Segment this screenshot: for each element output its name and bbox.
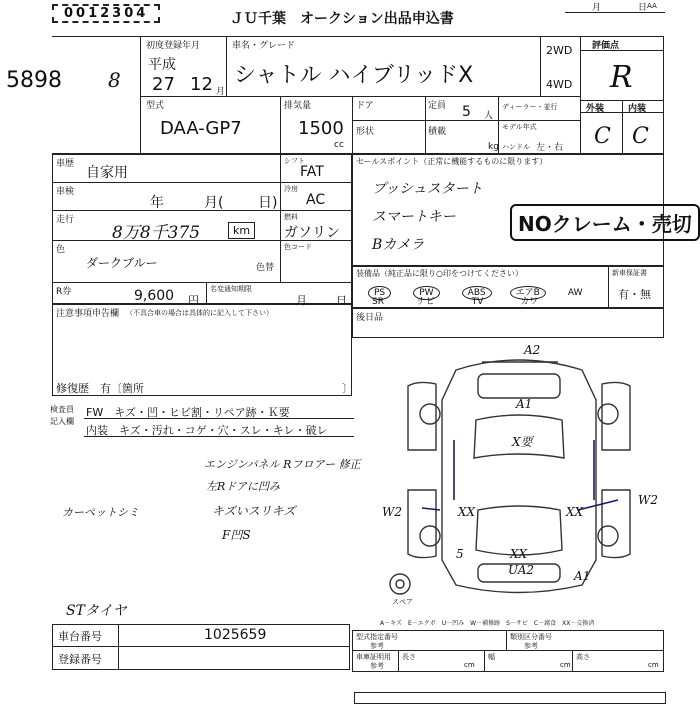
inspection-day: 日) xyxy=(258,195,278,211)
car-name-label: 車名・グレード xyxy=(232,41,296,51)
color-value: ダークブルー xyxy=(86,256,158,270)
usage-value: 自家用 xyxy=(86,165,128,181)
date-tag: AA xyxy=(647,2,657,10)
width-unit: cm xyxy=(560,661,571,669)
displacement-label: 排気量 xyxy=(284,101,312,111)
inspector-row-2: 内装 キズ・汚れ・コゲ・穴・スレ・キレ・破レ xyxy=(86,424,328,437)
capacity-unit: 人 xyxy=(484,111,494,121)
handnote-5: F凹S xyxy=(222,528,251,542)
handnote-3: カーペットシミ xyxy=(62,506,139,519)
equip-tv: TV xyxy=(471,297,484,307)
displacement-unit: cc xyxy=(334,140,344,150)
selling-point-3: Bカメラ xyxy=(372,237,425,253)
month-unit: 月 xyxy=(216,87,226,97)
inspection-year: 年 xyxy=(150,195,164,211)
class-spec-label: 類別区分番号 xyxy=(510,633,552,641)
inspection-label: 車検 xyxy=(56,187,75,197)
car-damage-diagram xyxy=(378,340,662,610)
registration-month: 12 xyxy=(190,74,213,95)
capacity-label: 定員 xyxy=(428,101,447,111)
mark-a2-top: A2 xyxy=(524,343,541,357)
load-label: 積載 xyxy=(428,127,447,137)
height-unit: cm xyxy=(648,661,659,669)
fuel-label: 燃料 xyxy=(284,213,298,221)
usage-label: 車歴 xyxy=(56,159,75,169)
equipment-label: 装備品（純正品に限り○印をつけてください） xyxy=(356,269,523,278)
type-spec-label: 型式指定番号 xyxy=(356,633,398,641)
recycle-value: 9,600 xyxy=(134,288,175,304)
tax-label: 名変通知期限 xyxy=(210,285,252,293)
mark-a1-rear: A1 xyxy=(574,569,591,583)
mark-5: 5 xyxy=(456,547,464,561)
handnote-6: STタイヤ xyxy=(66,603,127,619)
reg-number-label: 登録番号 xyxy=(58,653,102,666)
dealer-label: ディーラー・並行 xyxy=(502,103,558,111)
evaluation-label: 評価点 xyxy=(592,41,620,51)
load-unit: kg xyxy=(488,142,499,152)
equip-navi: ナビ xyxy=(416,297,435,307)
length-unit: cm xyxy=(464,661,475,669)
doors-label: ドア xyxy=(356,101,374,111)
equip-abs: ABS xyxy=(462,286,492,300)
interior-label: 内装 xyxy=(628,104,647,114)
mark-xx-right: XX xyxy=(566,505,584,519)
equipment-row-2 xyxy=(372,294,538,307)
capacity-value: 5 xyxy=(462,104,471,120)
new-car-warranty-label: 新車保証書 xyxy=(612,269,647,277)
equip-ps: PS xyxy=(368,286,391,300)
interior-grade: C xyxy=(632,124,649,149)
mark-w2-right: W2 xyxy=(638,493,658,507)
shift-label: シフト xyxy=(284,157,305,165)
damage-legend: A－キズ E－エクボ U－凹み W－補修跡 S－サビ C－腐食 XX－交換済 xyxy=(380,620,595,627)
selling-points-label: セールスポイント（正常に機能するものに限ります） xyxy=(356,157,548,166)
height-label: 高さ xyxy=(576,653,590,661)
equip-airbag: エアB xyxy=(510,286,546,300)
spare-label: スペア xyxy=(392,598,413,606)
handnote-4: キズいスリキズ xyxy=(212,504,296,518)
tax-day: 日 xyxy=(336,294,347,307)
drive-2wd: 2WD xyxy=(546,44,573,57)
recycle-label: R券 xyxy=(56,287,72,297)
recycle-unit: 円 xyxy=(188,294,199,307)
era: 平成 xyxy=(148,57,176,73)
bottom-stub xyxy=(354,692,666,704)
model-label: 型式 xyxy=(146,101,165,111)
selling-point-1: プッシュスタート xyxy=(372,181,483,197)
equip-leather: カワ xyxy=(520,297,539,307)
serial-number: 0012304 xyxy=(52,4,160,23)
equip-aw: AW xyxy=(567,288,583,298)
equip-sr: SR xyxy=(372,297,384,307)
document-title: ＪＵ千葉 オークション出品申込書 xyxy=(230,11,454,27)
drive-4wd: 4WD xyxy=(546,78,573,91)
handnote-2: 左Rドアに凹み xyxy=(206,480,280,493)
mark-x-required: X要 xyxy=(512,435,533,449)
equip-pw: PW xyxy=(413,286,439,300)
exterior-grade: C xyxy=(594,124,611,149)
after-items-label: 後日品 xyxy=(356,313,384,323)
lot-suffix: 8 xyxy=(108,68,121,92)
cert-sub: 参考 xyxy=(370,662,384,670)
inspection-month: 月( xyxy=(204,195,224,211)
mark-a1-roof: A1 xyxy=(516,397,533,411)
inspector-row-1: FW キズ・凹・ヒビ割・リペア跡・Ｋ要 xyxy=(86,406,290,419)
cert-label: 車庫証明用 xyxy=(356,653,391,661)
handle-value: 左・右 xyxy=(536,143,564,153)
shift-value: FAT xyxy=(300,164,324,180)
date-day: 日 xyxy=(638,3,648,13)
ac-label: 冷房 xyxy=(284,185,298,193)
notes-label: 注意事項申告欄 xyxy=(56,309,120,319)
mark-w2-left: W2 xyxy=(382,505,402,519)
type-spec-sub: 参考 xyxy=(370,642,384,650)
repair-history-end: 〕 xyxy=(342,382,353,395)
mark-xx-rear: XX xyxy=(510,547,528,561)
exterior-label: 外装 xyxy=(586,104,605,114)
chassis-label: 車台番号 xyxy=(58,630,102,643)
chassis-value: 1025659 xyxy=(204,627,267,643)
lot-number: 5898 xyxy=(6,68,62,93)
after-items-block xyxy=(352,308,664,338)
ac-value: AC xyxy=(306,192,326,208)
handnote-1: エンジンパネル Rフロアー 修正 xyxy=(204,458,361,471)
fuel-value: ガソリン xyxy=(284,225,340,241)
mileage-value: 8万8千375 xyxy=(112,223,201,243)
model-value: DAA-GP7 xyxy=(160,118,242,139)
selling-point-2: スマートキー xyxy=(372,209,456,225)
length-label: 長さ xyxy=(402,653,416,661)
date-month: 月 xyxy=(592,3,602,13)
mark-xx-left: XX xyxy=(458,505,476,519)
shape-label: 形状 xyxy=(356,127,375,137)
handle-label: ハンドル xyxy=(502,143,530,151)
displacement-value: 1500 xyxy=(298,118,344,139)
width-label: 幅 xyxy=(488,653,495,661)
registration-year: 27 xyxy=(152,74,175,95)
notes-sub: （不具合車の場合は具体的に記入して下さい） xyxy=(126,309,273,317)
class-spec-sub: 参考 xyxy=(524,642,538,650)
color-label: 色 xyxy=(56,245,66,255)
repair-history: 修復歴 有〔箇所 xyxy=(56,382,144,395)
paint-label: 色替 xyxy=(256,263,275,273)
warranty-value: 有・無 xyxy=(618,288,651,301)
mark-ua2: UA2 xyxy=(508,563,535,577)
no-claim-stamp: NOクレーム・売切 xyxy=(510,204,700,241)
model-year-label: モデル年式 xyxy=(502,123,537,131)
tax-month: 月 xyxy=(296,294,307,307)
inspector-label: 検査員記入欄 xyxy=(50,405,74,426)
mileage-unit: km xyxy=(228,222,255,239)
evaluation-score: R xyxy=(610,60,633,95)
car-name: シャトル ハイブリッドX xyxy=(234,63,474,88)
first-registration-label: 初度登録年月 xyxy=(146,41,201,51)
mileage-label: 走行 xyxy=(56,215,75,225)
color-code-label: 色コード xyxy=(284,243,312,251)
